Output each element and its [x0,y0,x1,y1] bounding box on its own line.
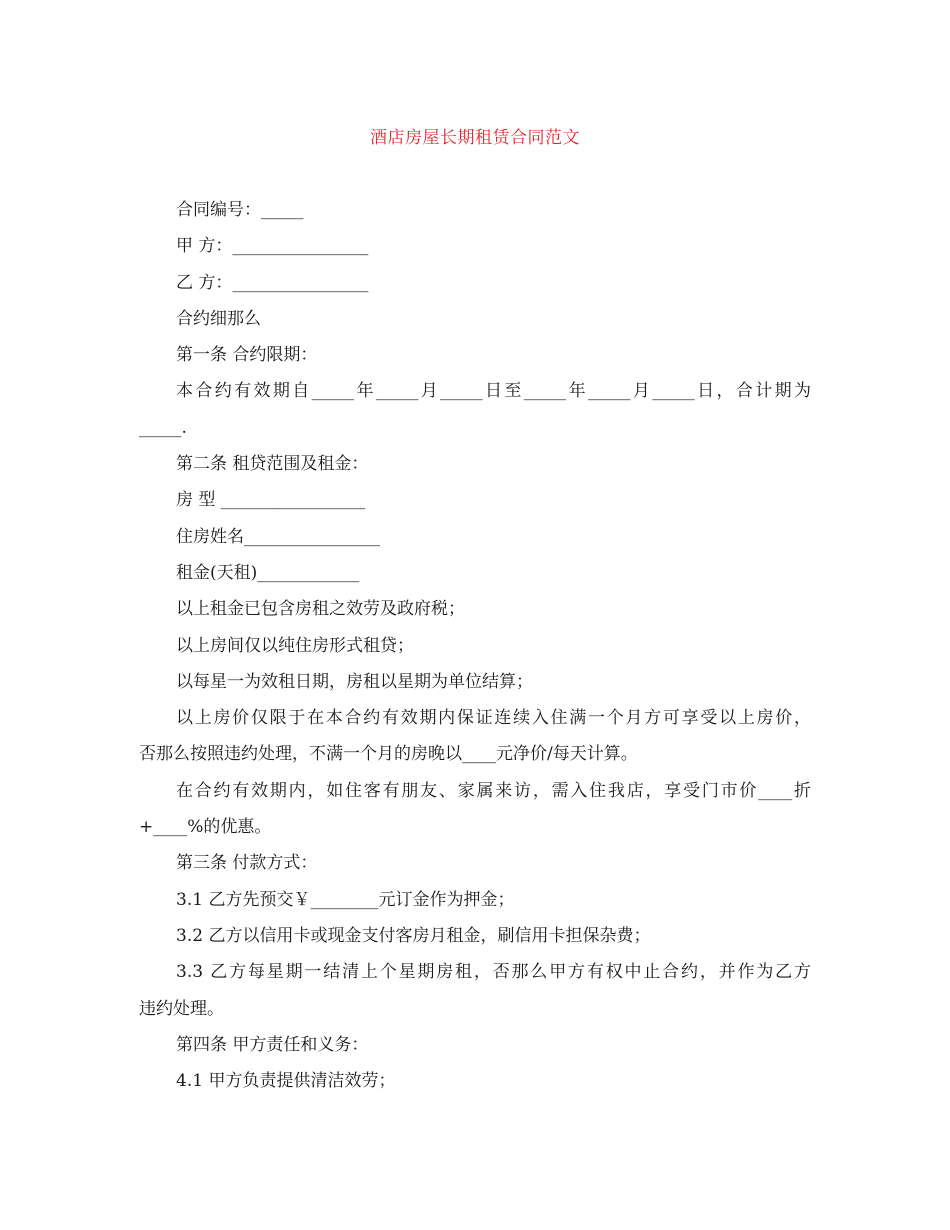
paragraph-line: _____. [139,417,187,438]
clause-3-2: 3.2 乙方以信用卡或现金支付客房月租金，刷信用卡担保杂费； [176,925,651,946]
paragraph-line: 以每星一为效租日期，房租以星期为单位结算； [176,671,533,692]
article-2-heading: 第二条 租贷范围及租金： [176,454,369,475]
paragraph-line: 以上租金已包含房租之效劳及政府税； [176,599,465,620]
article-1-heading: 第一条 合约限期： [176,345,318,366]
paragraph-line: 否那么按照违约处理，不满一个月的房晚以____元净价/每天计算。 [139,744,638,765]
paragraph-line: 以上房间仅以纯住房形式租贷； [176,635,414,656]
article-3-heading: 第三条 付款方式： [176,853,318,874]
paragraph-line: 违约处理。 [139,998,224,1019]
party-b-line: 乙 方：________________ [176,272,369,293]
party-a-line: 甲 方：________________ [176,236,369,257]
article-4-heading: 第四条 甲方责任和义务： [176,1034,369,1055]
paragraph-line: 本合约有效期自_____年_____月_____日至_____年_____月_____日，合计期为 [176,381,811,402]
daily-rent-line: 租金(天租)____________ [176,562,360,583]
clause-3-1: 3.1 乙方先预交￥________元订金作为押金； [176,889,515,910]
paragraph-line: +____%的优惠。 [139,817,272,838]
contract-number-line: 合同编号：_____ [176,200,304,220]
room-type-line: 房 型 _________________ [176,490,366,511]
guest-name-line: 住房姓名________________ [176,526,380,547]
document-body [139,192,811,1099]
paragraph-line: 以上房价仅限于在本合约有效期内保证连续入住满一个月方可享受以上房价， [176,708,811,729]
clause-4-1: 4.1 甲方负责提供清洁效劳； [176,1071,396,1092]
document-title: 酒店房屋长期租赁合同范文 [370,128,580,148]
section-heading: 合约细那么 [176,308,261,329]
clause-3-3: 3.3 乙方每星期一结清上个星期房租，否那么甲方有权中止合约，并作为乙方 [176,962,811,983]
paragraph-line: 在合约有效期内，如住客有朋友、家属来访，需入住我店，享受门市价____折 [176,780,811,801]
